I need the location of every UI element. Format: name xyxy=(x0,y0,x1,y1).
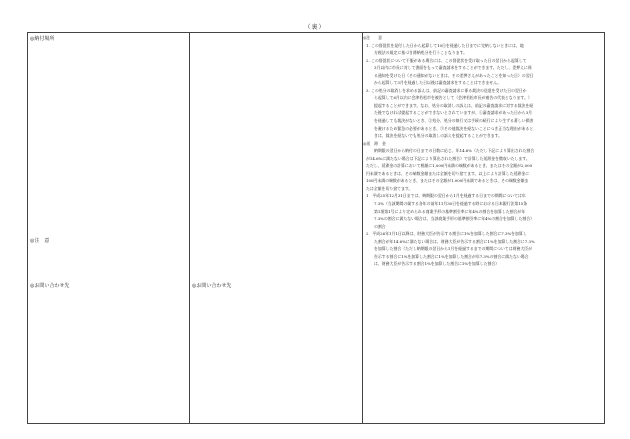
page-header: （裏） xyxy=(304,24,326,31)
note-line: 2. この督促状について不服がある場合には、この督促状を受け取った日の翌日から起算して xyxy=(366,57,527,63)
payment-place-label: ◎納付場所 xyxy=(30,36,55,42)
note-line: きは、裁決を経ないでも処分の取消しの訴えを提起することができます。 xyxy=(374,133,503,139)
note-line: を避けるため緊急の必要があるとき、③その他裁決を経ないことにつき正当な理由があると xyxy=(374,125,534,131)
late-fee-line: 円未満であるときは、その端数金額または全額を切り捨てます。以上により計算した延滞金に xyxy=(366,170,530,176)
note-line: た後でなければ提起することができないとされていますが、①審査請求があった日から3月 xyxy=(374,110,533,116)
note-line: 3. この処分の取消しを求める訴えは、前記の審査請求に係る裁決の送達を受けた日の翌日か xyxy=(366,87,527,93)
late-fee-line: ただし、延滞金の計算において税額に1,000円未満の端数があるとき、またはその全額が2,000 xyxy=(366,163,533,169)
note-line: る通知を受けた日（その通知がないときは、その差押さえがあったことを知った日）の翌日 xyxy=(374,72,534,78)
note-line: 3月以内に市長に対して書面をもって審査請求をすることができます。ただし、差押えに係 xyxy=(374,65,532,71)
late-fee-line: は、財務大臣が告示する割合1%を加算した割合に1%を加算した割合） xyxy=(374,261,500,267)
note-line: 方税法の規定に基づき滞納処分を行うことなります。 xyxy=(374,50,468,56)
middle-contact-label: ◎お問い合わせ先 xyxy=(192,283,232,289)
note-line: ら起算して6月以内に会津若松市を被告として（会津若松市長が被告の代表となります。） xyxy=(374,95,532,101)
note-line: 1. この督促状を発付した日から起算して10日を経過した日までに完納しないときには、地 xyxy=(366,42,524,48)
notes-heading: ◎注 意 xyxy=(363,35,382,40)
left-contact-label: ◎お問い合わせ先 xyxy=(30,283,70,289)
late-fee-line: た割合が年14.6%に満たない場合は、財務大臣が告示する割合に1%を加算した割合に7.3% xyxy=(374,238,535,244)
late-fee-line: 7.3%（当該期間の属する各年の前年11月30日を経過する時における日本銀行法第15条 xyxy=(374,201,528,207)
left-notes-label: ◎注 意 xyxy=(30,238,50,244)
late-fee-line: 100円未満の端数があるとき、またはその全額が1,000円未満であるときは、その端数金額ま xyxy=(366,178,529,184)
late-fee-line: の割合 xyxy=(374,223,386,229)
back-page-table xyxy=(27,32,605,424)
late-fee-heading: ◎延 滞 金 xyxy=(363,140,386,146)
late-fee-line: 告示する割合に1%を加算した割合に1%を加算した割合が年7.3%の割合に満たない場合 xyxy=(374,253,529,259)
late-fee-line: が14.6%に満たない場合は下記により算出された割合）で計算した延滞金を徴収いたします。 xyxy=(366,155,530,161)
note-line: 提起することができます。なお、処分の取消しの訴えは、前記の審査請求に対する裁決を経 xyxy=(374,102,534,108)
late-fee-line: を加算した割合（ただし納期限の翌日から1月を経過するまでの期間については財務大臣が xyxy=(374,246,533,252)
late-fee-line: 2 平成26年1月1日以降は、財務大臣が告示する割合に1%を加算した割合に7.3%を加算し xyxy=(366,231,527,237)
column-divider-1 xyxy=(189,33,190,423)
note-line: を経過しても裁決がないとき、②処分、処分の執行又は手続の続行により生ずる著しい損害 xyxy=(374,118,534,124)
late-fee-line: たは全額を切り捨てます。 xyxy=(366,185,413,191)
late-fee-line: 7.3%の割合に満たない場合は、当該商業手形の基準割引率に年4%の割合を加算した割合） xyxy=(374,216,535,222)
late-fee-line: 1 平成25年12月31日までは、納期限の翌日から1月を経過する日までの期間については年 xyxy=(366,193,526,199)
late-fee-line: 第1項第1号により定められる商業手形の基準割引率に年4%の割合を加算した割合が年 xyxy=(374,208,526,214)
note-line: から起算して3月を経過した日以後は審査請求をすることはできません。 xyxy=(374,80,502,86)
notes-section xyxy=(363,34,603,268)
late-fee-line: 納期限の翌日から納付の日までの日数に応じ、年14.6%（ただし下記により算出された割合 xyxy=(374,148,535,154)
